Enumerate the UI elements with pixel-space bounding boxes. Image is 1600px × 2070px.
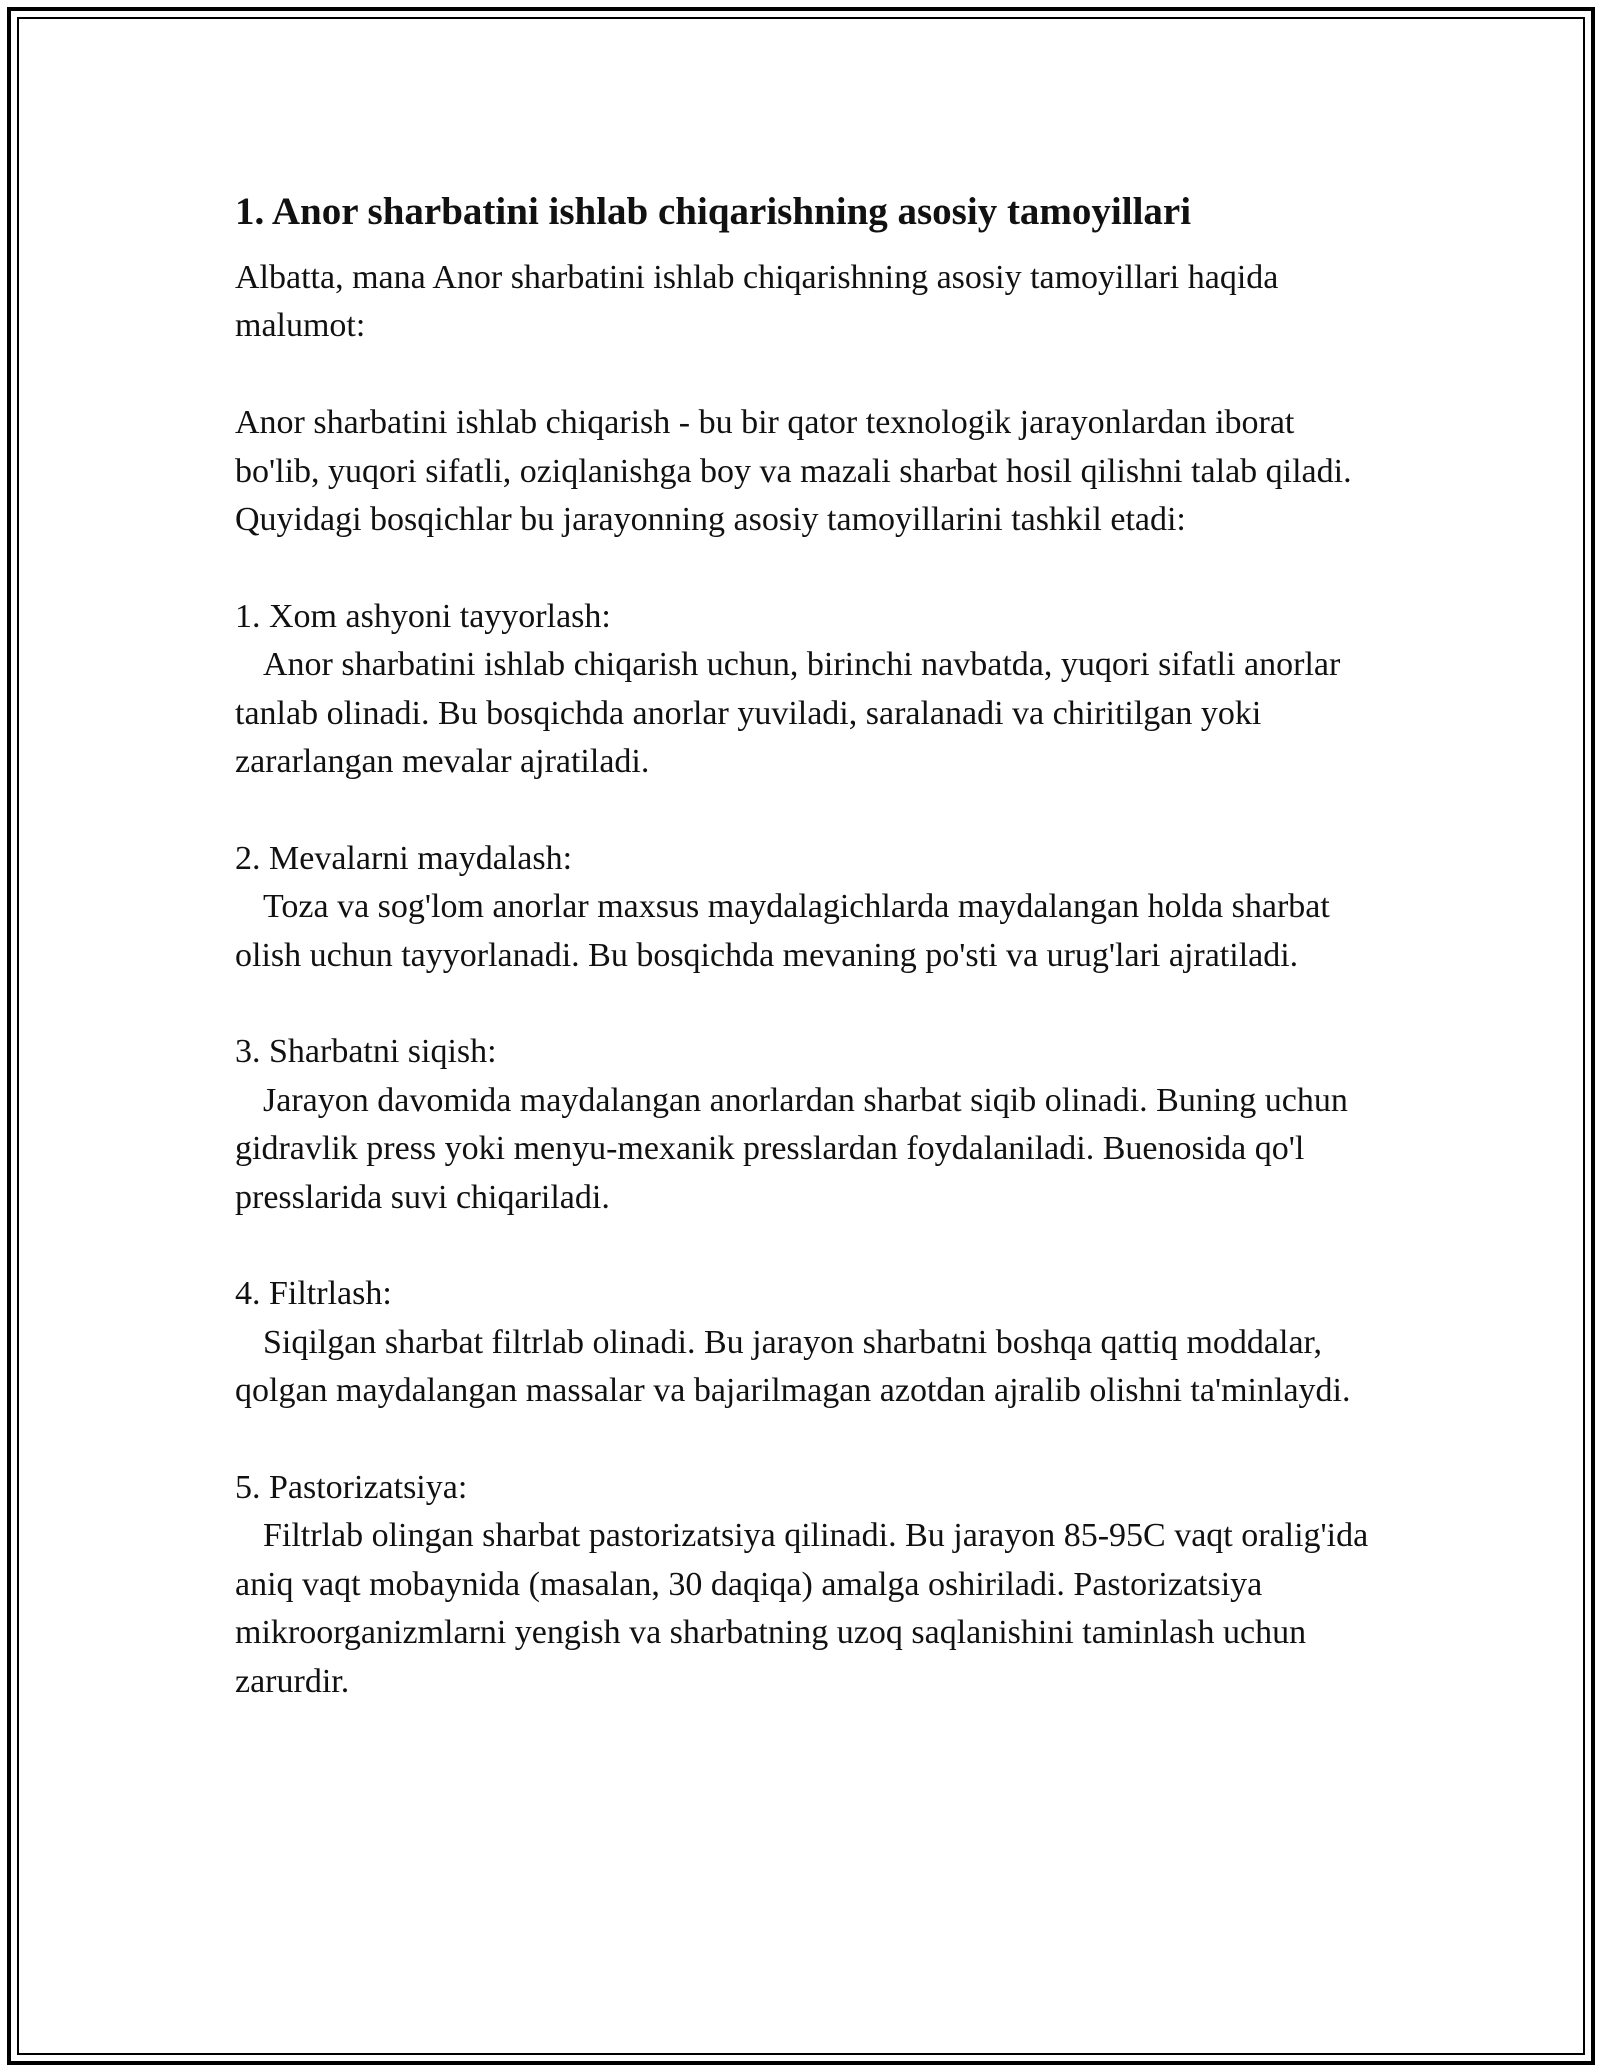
- step-item: [235, 835, 1375, 980]
- step-title: 4. Filtrlash:: [235, 1275, 392, 1313]
- step-title: 5. Pastorizatsiya:: [235, 1469, 468, 1507]
- step-body: Siqilgan sharbat filtrlab olinadi. Bu jarayon sharbatni boshqa qattiq moddalar, qolgan maydalangan massalar va bajarilmagan azotdan ajralib olishni ta'minlaydi.: [235, 1323, 1351, 1410]
- step-body: Anor sharbatini ishlab chiqarish uchun, birinchi navbatda, yuqori sifatli anorlar tanlab olinadi. Bu bosqichda anorlar yuviladi, saralanadi va chiritilgan yoki zararlangan mevalar ajratiladi.: [235, 646, 1341, 781]
- step-item: [235, 593, 1375, 787]
- step-body: Toza va sog'lom anorlar maxsus maydalagichlarda maydalangan holda sharbat olish uchun tayyorlanadi. Bu bosqichda mevaning po'sti va urug'lari ajratiladi.: [235, 888, 1330, 974]
- document-body: [235, 186, 1375, 1706]
- paragraph-gap: [235, 351, 1375, 399]
- step-body: Jarayon davomida maydalangan anorlardan sharbat siqib olinadi. Buning uchun gidravlik press yoki menyu-mexanik presslardan foydalaniladi. Buenosida qo'l presslarida suvi chiqariladi.: [235, 1081, 1348, 1216]
- step-body: Filtrlab olingan sharbat pastorizatsiya qilinadi. Bu jarayon 85-95C vaqt oralig'ida aniq vaqt mobaynida (masalan, 30 daqiqa) amalga oshiriladi. Pastorizatsiya mikroorganizmlarni yengish va sharbatning uzoq saqlanishini taminlash uchun zarurdir.: [235, 1517, 1369, 1700]
- step-title: 3. Sharbatni siqish:: [235, 1033, 497, 1071]
- step-title: 1. Xom ashyoni tayyorlash:: [235, 597, 611, 635]
- step-title: 2. Mevalarni maydalash:: [235, 839, 573, 877]
- step-item: [235, 1270, 1375, 1415]
- step-item: [235, 1028, 1375, 1222]
- paragraph-gap: [235, 544, 1375, 592]
- overview-paragraph: Anor sharbatini ishlab chiqarish - bu bir qator texnologik jarayonlardan iborat bo'lib, yuqori sifatli, oziqlanishga boy va mazali sharbat hosil qilishni talab qiladi. Quyidagi bosqichlar bu jarayonning asosiy tamoyillarini tashkil etadi:: [235, 404, 1352, 539]
- step-item: [235, 1464, 1375, 1706]
- section-heading: 1. Anor sharbatini ishlab chiqarishning asosiy tamoyillari: [235, 190, 1192, 233]
- paragraph-gap: [235, 1222, 1375, 1270]
- paragraph-gap: [235, 786, 1375, 834]
- intro-paragraph: Albatta, mana Anor sharbatini ishlab chiqarishning asosiy tamoyillari haqida malumot:: [235, 259, 1279, 345]
- paragraph-gap: [235, 1416, 1375, 1464]
- paragraph-gap: [235, 980, 1375, 1028]
